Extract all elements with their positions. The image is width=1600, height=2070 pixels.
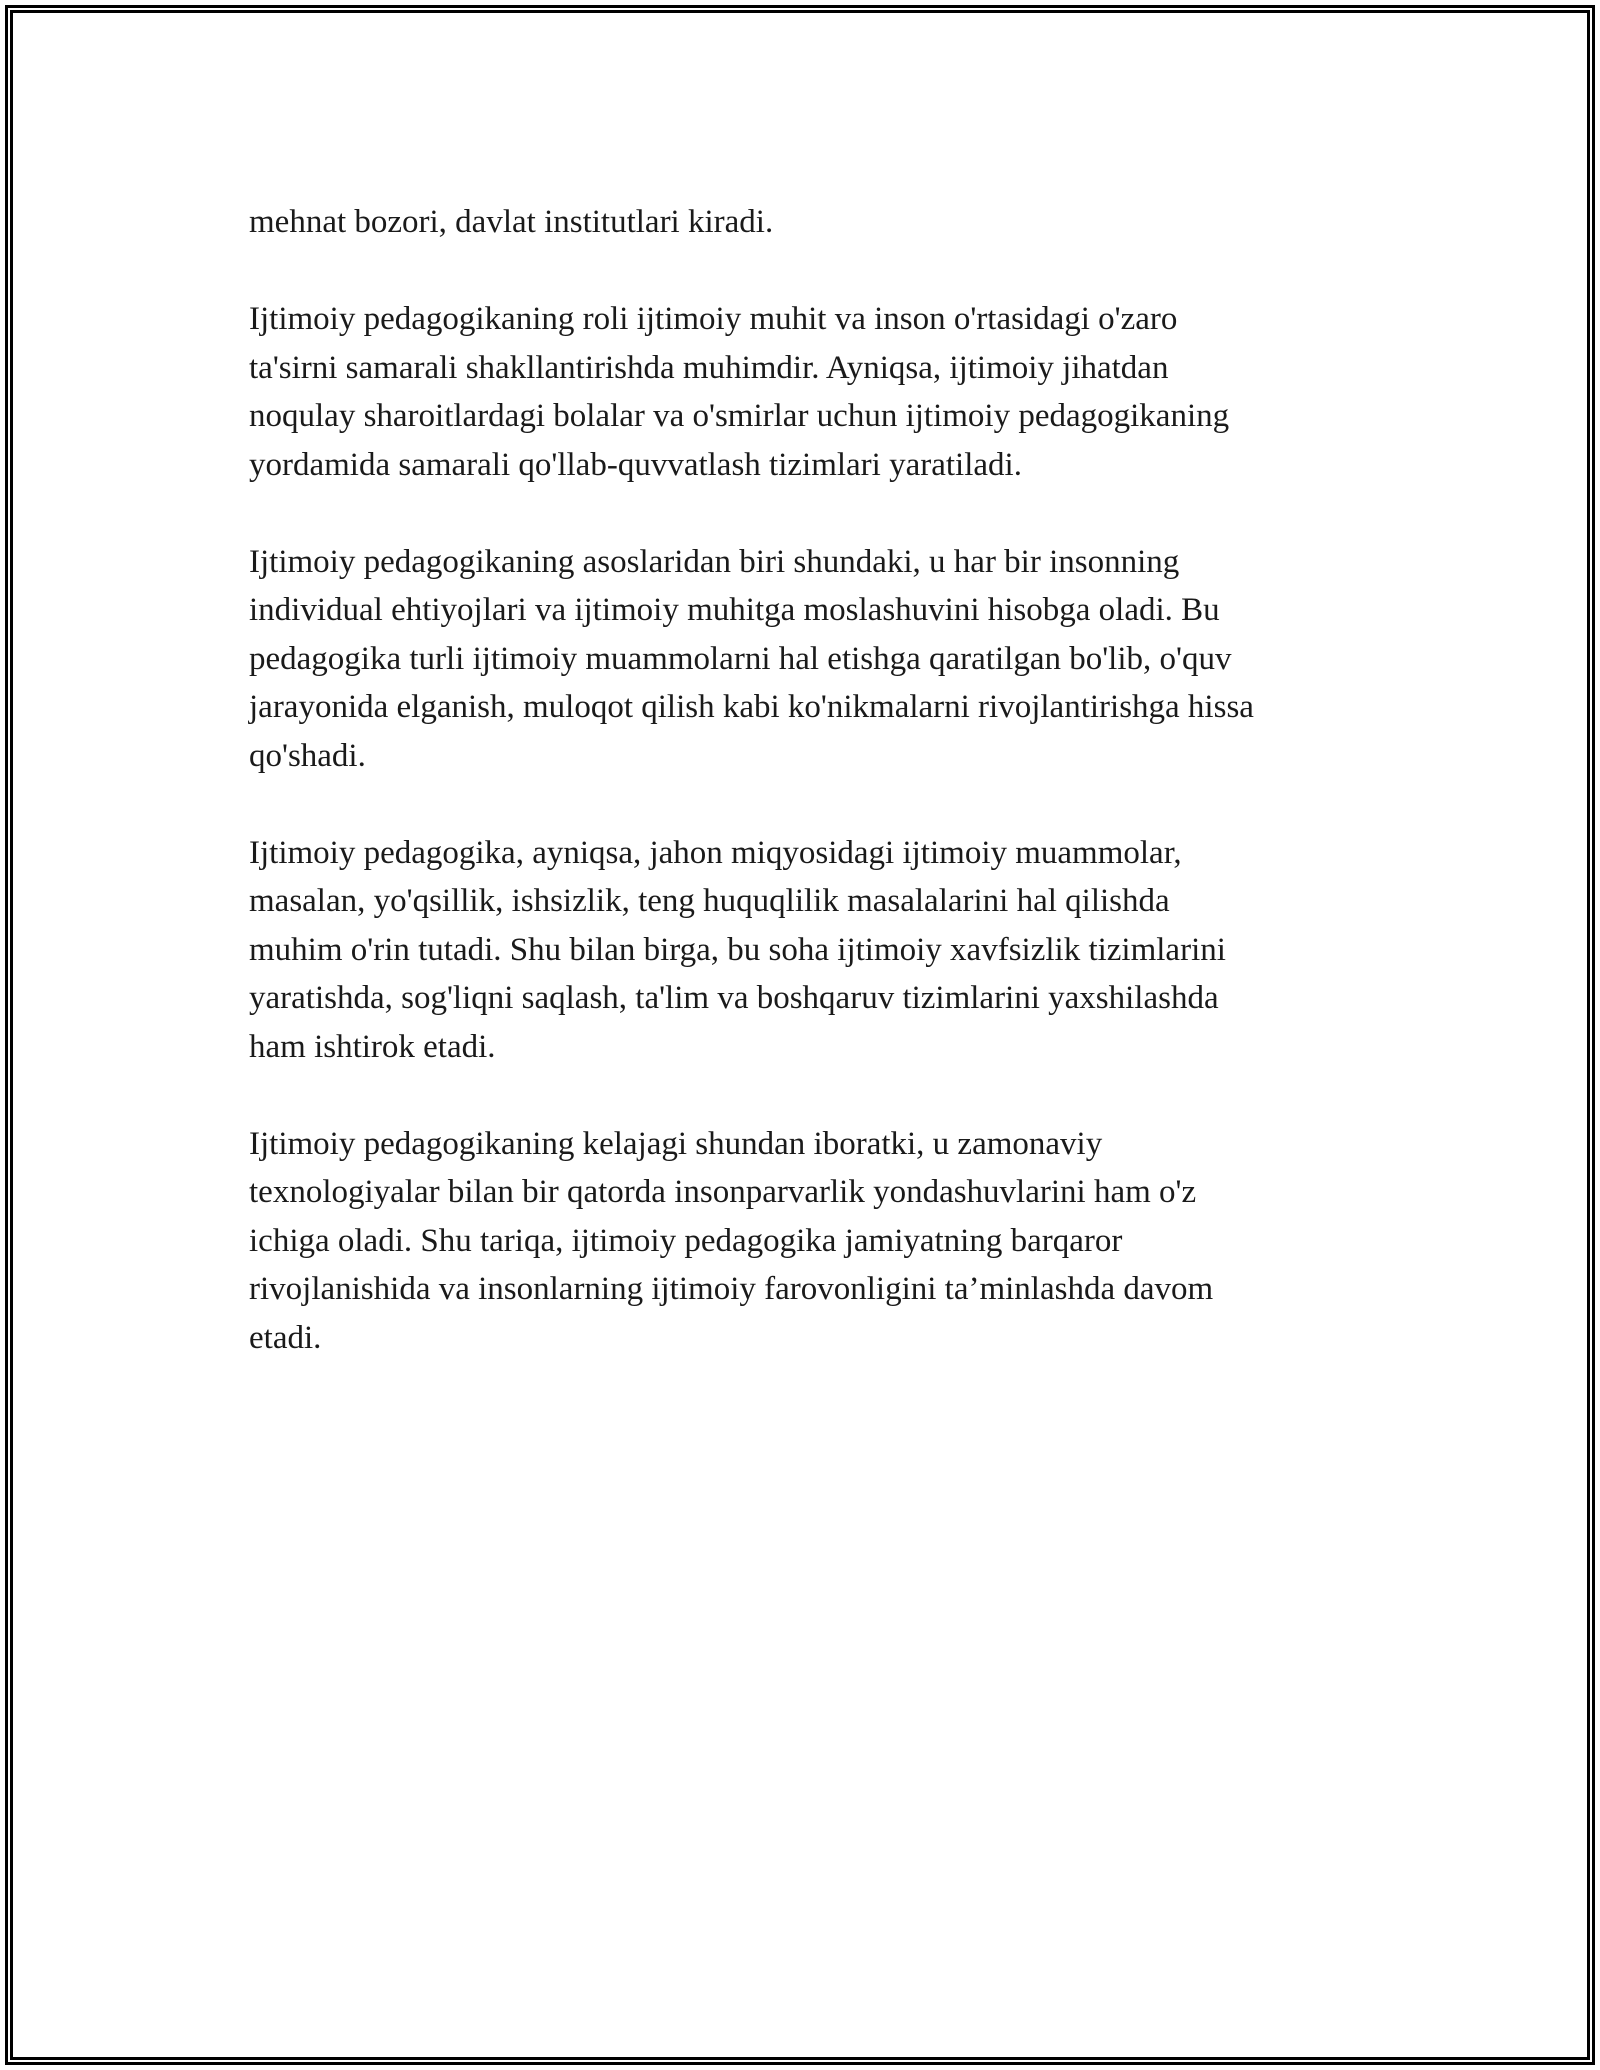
text-line: etadi. — [249, 1319, 322, 1356]
text-line: Ijtimoiy pedagogikaning asoslaridan biri shundaki, u har bir insonning — [249, 543, 1180, 580]
text-line: masalan, yo'qsillik, ishsizlik, teng huquqlilik masalalarini hal qilishda — [249, 883, 1170, 919]
page-frame — [5, 5, 1595, 2065]
text-line: Ijtimoiy pedagogikaning roli ijtimoiy muhit va inson o'rtasidagi o'zaro — [249, 301, 1178, 337]
text-line: pedagogika turli ijtimoiy muammolarni hal etishga qaratilgan bo'lib, o'quv — [249, 640, 1232, 677]
text-line: individual ehtiyojlari va ijtimoiy muhitga moslashuvini hisobga oladi. Bu — [249, 592, 1220, 628]
text-line: Ijtimoiy pedagogikaning kelajagi shundan iboratki, u zamonaviy — [249, 1125, 1103, 1162]
text-line: noqulay sharoitlardagi bolalar va o'smirlar uchun ijtimoiy pedagogikaning — [249, 398, 1230, 434]
paragraph-2 — [249, 295, 1379, 489]
text-line: qo'shadi. — [249, 737, 366, 774]
text-line: jarayonida elganish, muloqot qilish kabi ko'nikmalarni rivojlantirishga hissa — [249, 689, 1254, 725]
text-line: texnologiyalar bilan bir qatorda insonparvarlik yondashuvlarini ham o'z — [249, 1174, 1197, 1210]
paragraph-5 — [249, 1120, 1379, 1363]
text-line: ham ishtirok etadi. — [249, 1028, 496, 1065]
text-line: ta'sirni samarali shakllantirishda muhimdir. Ayniqsa, ijtimoiy jihatdan — [249, 349, 1169, 386]
text-line: muhim o'rin tutadi. Shu bilan birga, bu soha ijtimoiy xavfsizlik tizimlarini — [249, 931, 1226, 968]
text-line: yordamida samarali qo'llab-quvvatlash tizimlari yaratiladi. — [249, 446, 1022, 483]
text-line: ichiga oladi. Shu tariqa, ijtimoiy pedagogika jamiyatning barqaror — [249, 1222, 1123, 1259]
paragraph-3 — [249, 538, 1379, 781]
paragraph-4 — [249, 829, 1379, 1072]
text-line: rivojlanishida va insonlarning ijtimoiy farovonligini ta’minlashda davom — [249, 1271, 1214, 1307]
page-content — [249, 198, 1379, 1411]
paragraph-1 — [249, 198, 1379, 247]
text-line: mehnat bozori, davlat institutlari kiradi. — [249, 204, 774, 240]
text-line: Ijtimoiy pedagogika, ayniqsa, jahon miqyosidagi ijtimoiy muammolar, — [249, 834, 1182, 871]
text-line: yaratishda, sog'liqni saqlash, ta'lim va boshqaruv tizimlarini yaxshilashda — [249, 980, 1219, 1016]
